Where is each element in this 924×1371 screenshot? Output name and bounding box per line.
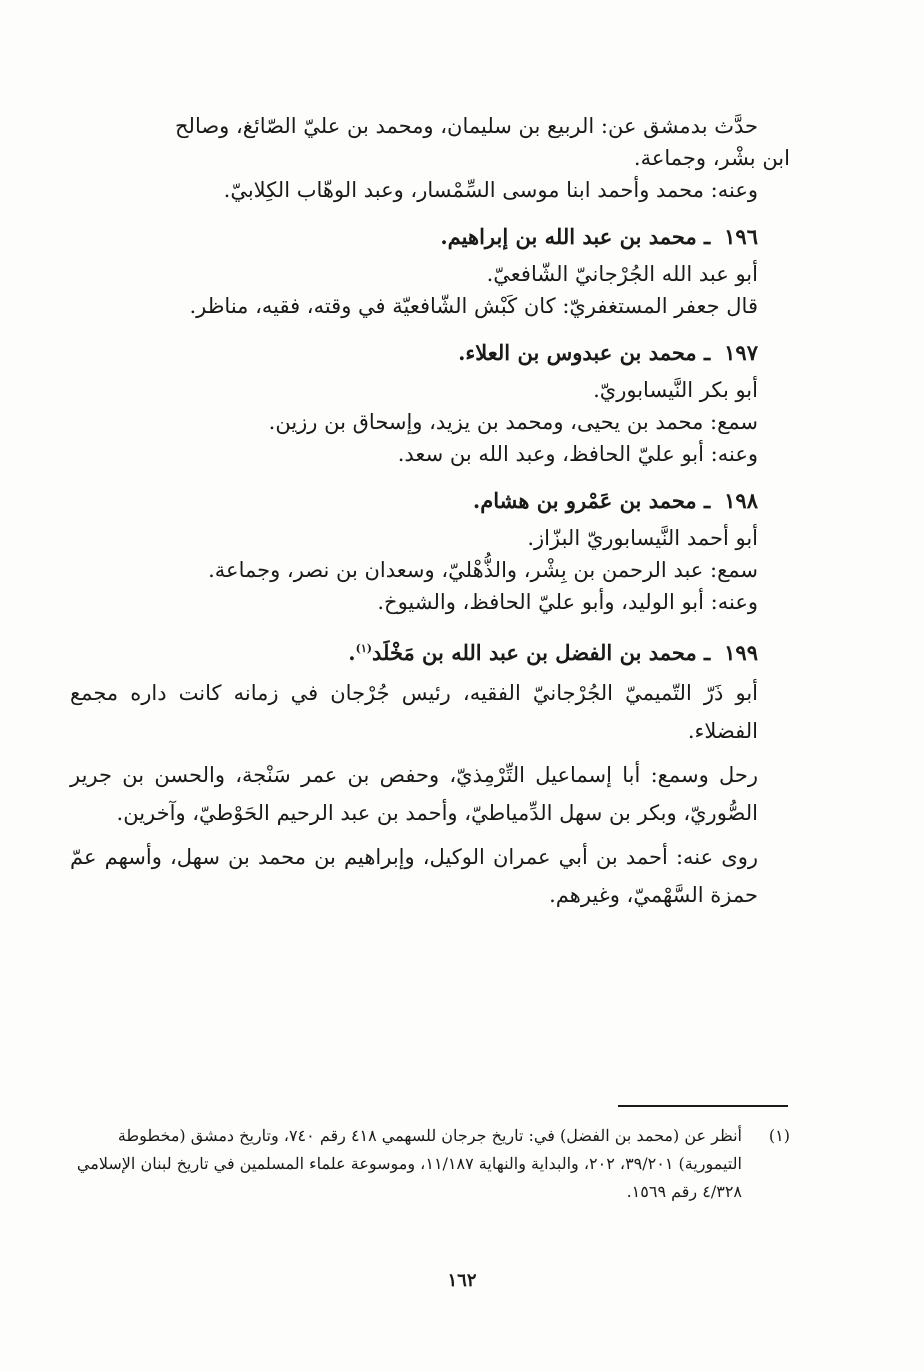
page-body	[70, 110, 790, 914]
footnote-ref[interactable]: (١)	[355, 642, 372, 655]
entry-name: ـ محمد بن عبد الله بن إبراهيم.	[440, 224, 711, 249]
footnote-text: أنظر عن (محمد بن الفضل) في: تاريخ جرجان للسهمي ٤١٨ رقم ٧٤٠، وتاريخ دمشق (مخطوطة التيمورية) ٣٩/٢٠١، ٢٠٢، والبداية والنهاية ١١/١٨٧، وموسوعة علماء المسلمين في تاريخ لبنان الإسلامي ٤/٣٢٨ رقم ١٥٦٩.	[76, 1126, 742, 1201]
entry-199	[70, 632, 790, 914]
entry-paragraph: أبو ذَرّ التّميميّ الجُرْجانيّ الفقيه، رئيس جُرْجان في زمانه كانت داره مجمع الفضلاء.	[70, 681, 758, 743]
entry-paragraph: رحل وسمع: أبا إسماعيل التِّرْمِذيّ، وحفص بن عمر سَنْجة، والحسن بن جرير الصُّوريّ، وبكر بن سهل الدِّمياطيّ، وأحمد بن عبد الرحيم الحَوْطيّ، وآخرين.	[70, 763, 758, 825]
intro-line-1: حدَّث بدمشق عن: الربيع بن سليمان، ومحمد بن عليّ الصّائغ، وصالح	[174, 114, 758, 138]
footnote-divider	[618, 1105, 788, 1107]
entry-number: ١٩٨	[724, 488, 758, 513]
entry-197	[70, 336, 790, 470]
entry-name: ـ محمد بن عبدوس بن العلاء.	[458, 340, 711, 365]
intro-line-2: ابن بشْر، وجماعة.	[633, 146, 790, 170]
entry-196	[70, 220, 790, 322]
footnote-mark: (١)	[768, 1126, 790, 1145]
entry-name: ـ محمد بن الفضل بن عبد الله بن مَخْلَد	[371, 640, 711, 665]
entry-heading	[70, 336, 790, 370]
entry-line: أبو عبد الله الجُرْجانيّ الشّافعيّ.	[486, 262, 758, 286]
entry-line: سمع: محمد بن يحيى، ومحمد بن يزيد، وإسحاق بن رزين.	[268, 410, 758, 434]
entry-line: قال جعفر المستغفريّ: كان كَبْش الشّافعيّة في وقته، فقيه، مناظر.	[189, 294, 758, 318]
entry-line: أبو أحمد النَّيسابوريّ البزّاز.	[527, 526, 758, 550]
entry-line: أبو بكر النَّيسابوريّ.	[593, 378, 758, 402]
footnotes	[70, 1122, 790, 1206]
entry-name: ـ محمد بن عَمْرو بن هشام.	[472, 488, 711, 513]
entry-number: ١٩٦	[724, 224, 758, 249]
entry-number: ١٩٧	[724, 340, 758, 365]
entry-198	[70, 484, 790, 618]
entry-heading	[70, 220, 790, 254]
entry-line: وعنه: أبو الوليد، وأبو عليّ الحافظ، والشيوخ.	[377, 590, 758, 614]
entry-name-tail: .	[348, 640, 356, 665]
entry-line: سمع: عبد الرحمن بن بِشْر، والذُّهْليّ، وسعدان بن نصر، وجماعة.	[208, 558, 758, 582]
page-number: ١٦٢	[447, 1270, 477, 1291]
entry-line: وعنه: أبو عليّ الحافظ، وعبد الله بن سعد.	[397, 442, 758, 466]
entry-number: ١٩٩	[724, 640, 758, 665]
entry-heading	[70, 632, 790, 670]
entry-paragraph: روى عنه: أحمد بن أبي عمران الوكيل، وإبراهيم بن محمد بن سهل، وأسهم عمّ حمزة السَّهْميّ، وغيرهم.	[70, 845, 758, 907]
footnote-item	[70, 1122, 790, 1206]
intro-line-3: وعنه: محمد وأحمد ابنا موسى السِّمْسار، وعبد الوهّاب الكِلابيّ.	[223, 178, 758, 202]
entry-heading	[70, 484, 790, 518]
